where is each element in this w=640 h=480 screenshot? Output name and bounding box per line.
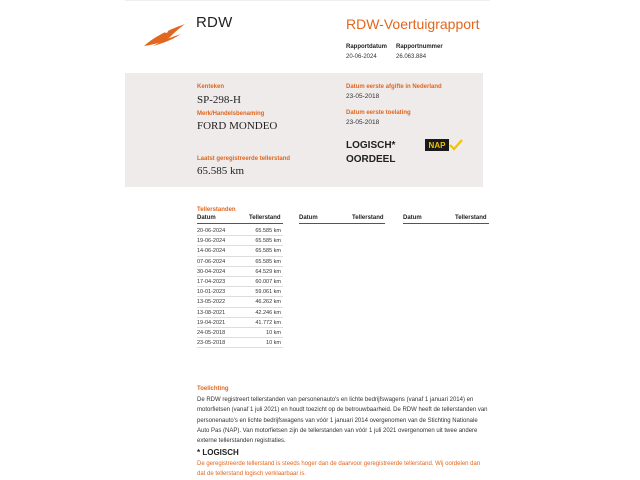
logisch-note-text: De geregistreerde tellerstand is steeds hoger dan de daarvoor geregistreerde tellerstand. Wij oordelen dan dat de tellerstand logisch verklaarbaar is.: [197, 461, 481, 478]
header-divider-3: [403, 223, 489, 224]
col-reading-1: Tellerstand: [249, 215, 281, 221]
col-date-2: Datum: [299, 215, 318, 221]
report-date-value: 20-06-2024: [346, 54, 377, 60]
table-row: 13-08-2021 42.246 km: [197, 308, 283, 318]
last-reading-label: Laatst geregistreerde tellerstand: [197, 156, 291, 162]
header-divider-1: [197, 223, 283, 224]
first-nl-value: 23-05-2018: [346, 93, 380, 100]
table-row: 23-05-2018 10 km: [197, 338, 283, 348]
readings-title: Tellerstanden: [197, 207, 236, 213]
first-admission-label: Datum eerste toelating: [346, 110, 411, 116]
report-number-value: 26.063.884: [396, 54, 427, 60]
logisch-note-title: * LOGISCH: [197, 448, 239, 457]
plate-label: Kenteken: [197, 84, 225, 90]
rdw-logo-icon: [143, 22, 189, 48]
table-row: 17-04-2023 60.007 km: [197, 277, 283, 287]
last-reading-value: 65.585 km: [197, 165, 245, 177]
nap-badge-icon: [425, 139, 463, 151]
col-date-3: Datum: [403, 215, 422, 221]
page-top-border: [125, 0, 490, 1]
explanation-title: Toelichting: [197, 386, 229, 392]
report-date-label: Rapportdatum: [346, 44, 387, 50]
table-row: 24-05-2018 10 km: [197, 328, 283, 338]
col-date-1: Datum: [197, 215, 216, 221]
make-value: FORD MONDEO: [197, 120, 278, 132]
report-date-block: [346, 42, 387, 62]
table-row: 07-06-2024 65.585 km: [197, 257, 283, 267]
report-title: RDW-Voertuigrapport: [346, 16, 480, 32]
header-divider-2: [299, 223, 385, 224]
report-number-block: [396, 42, 443, 62]
report-number-label: Rapportnummer: [396, 44, 443, 50]
table-row: 19-04-2021 41.772 km: [197, 318, 283, 328]
verdict-text: LOGISCH* OORDEEL: [346, 140, 396, 165]
first-admission-value: 23-05-2018: [346, 119, 380, 126]
col-reading-3: Tellerstand: [455, 215, 487, 221]
brand-name: RDW: [196, 14, 233, 31]
table-row: 20-06-2024 65.585 km: [197, 226, 283, 236]
col-reading-2: Tellerstand: [352, 215, 384, 221]
table-row: 14-06-2024 65.585 km: [197, 246, 283, 256]
first-nl-label: Datum eerste afgifte in Nederland: [346, 84, 442, 90]
table-row: 13-05-2022 46.262 km: [197, 297, 283, 307]
table-row: 30-04-2024 64.529 km: [197, 267, 283, 277]
table-row: 10-01-2023 59.061 km: [197, 287, 283, 297]
nap-badge-text: NAP: [428, 141, 446, 151]
plate-value: SP-298-H: [197, 94, 242, 106]
table-row: 19-06-2024 65.585 km: [197, 236, 283, 246]
readings-table: [197, 226, 283, 348]
vehicle-panel: [125, 73, 483, 187]
explanation-text: De RDW registreert tellerstanden van personenauto's en lichte bedrijfswagens (vanaf 1 januari 2014) en motorfietsen (vanaf 1 juli 2021) en houdt toezicht op de betrouwbaarheid. De RDW heeft de tellerstanden van personenauto's en lichte bedrijfswagens van vóór 1 januari 2014 overgenomen van de Stichting Nationale Auto Pas (NAP). Van motorfietsen zijn de tellerstanden van vóór 1 juli 2021 overgenomen uit twee andere externe tellerstanden registraties.: [197, 397, 488, 445]
make-label: Merk/Handelsbenaming: [197, 111, 265, 117]
